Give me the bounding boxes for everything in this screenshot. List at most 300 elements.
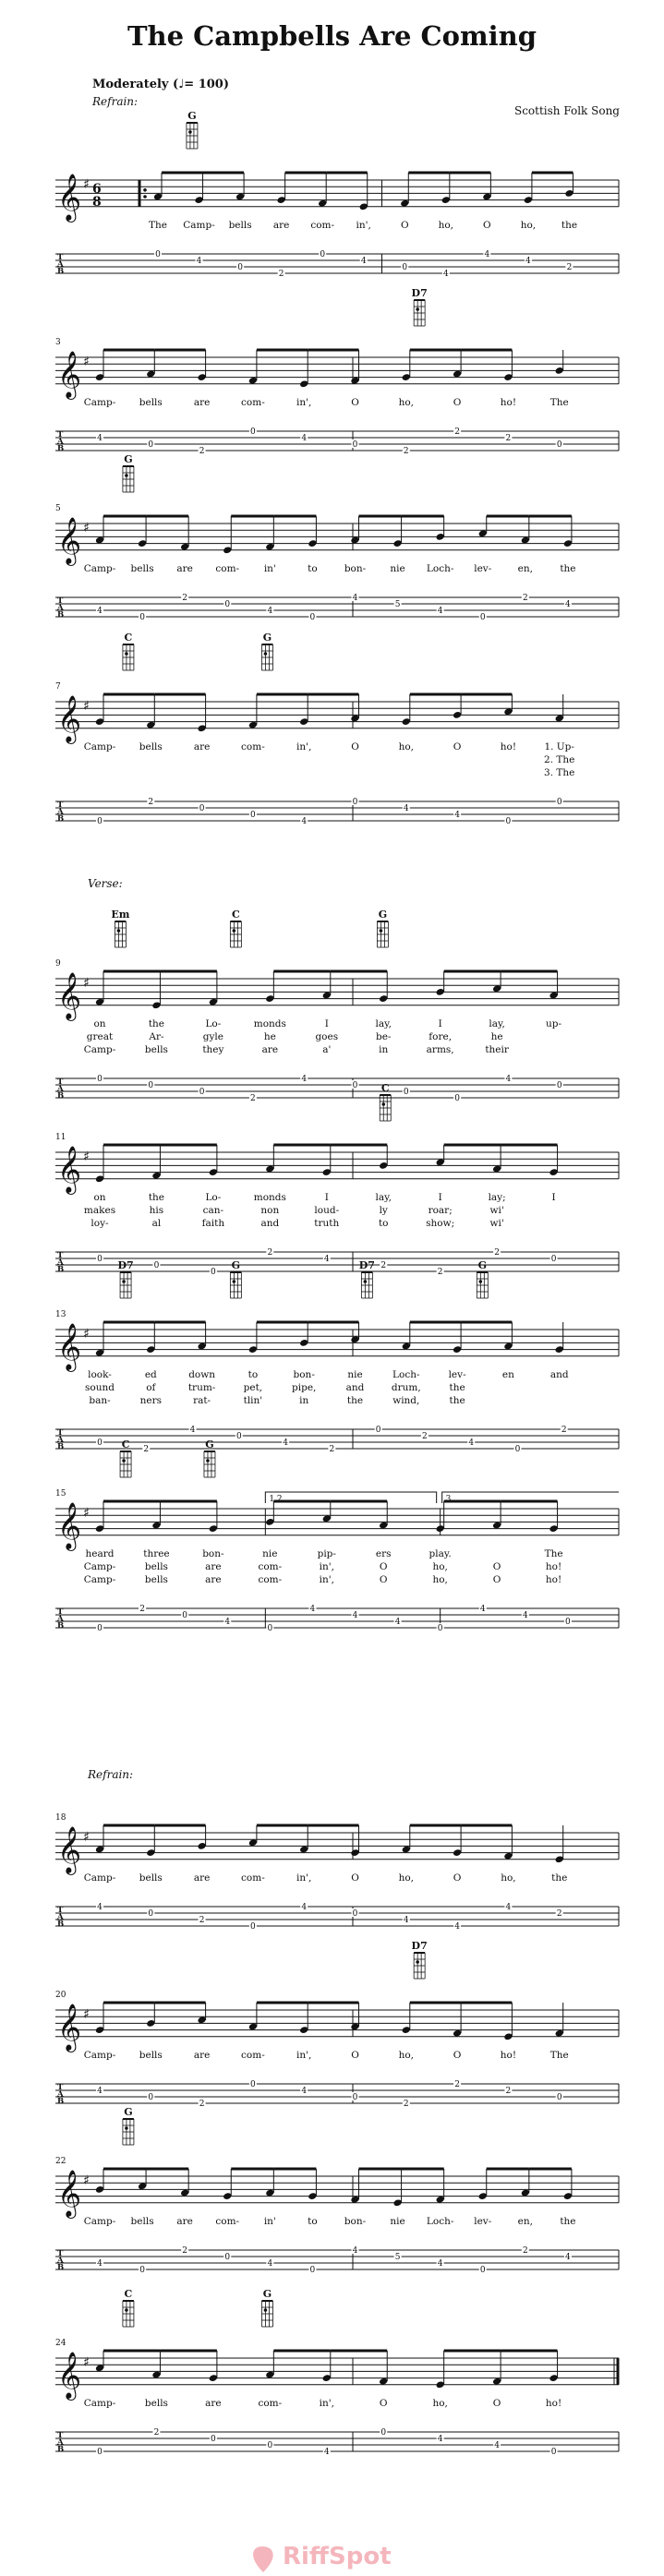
- chord-diagram-icon: [123, 2301, 134, 2327]
- tab-label: A: [57, 2438, 64, 2448]
- tab-label: T: [57, 1077, 64, 1087]
- chord-diagram-icon: [120, 1272, 131, 1298]
- lyric-syllable: the: [560, 2216, 576, 2227]
- tab-label: T: [57, 800, 64, 810]
- tab-fret-number: 0: [148, 1081, 154, 1090]
- tempo-value: = 100: [184, 78, 223, 91]
- measure-number: 24: [55, 2339, 66, 2348]
- lyric-syllable: O: [351, 741, 359, 752]
- tab-label: T: [57, 2249, 64, 2258]
- measure-number: 15: [55, 1489, 66, 1499]
- tab-fret-number: 4: [309, 1605, 316, 1614]
- chord-finger-dot: [264, 2308, 268, 2312]
- sharp-icon: ♯: [83, 1506, 90, 1521]
- lyric-syllable: are: [261, 1044, 279, 1055]
- tab-fret-number: 2: [199, 2100, 205, 2109]
- chord-diagram-icon: [187, 123, 198, 149]
- lyric-syllable: in',: [296, 1872, 312, 1884]
- lyric-syllable: to: [247, 1369, 259, 1380]
- tab-label: A: [57, 2256, 64, 2266]
- tab-fret-number: 4: [565, 2253, 571, 2262]
- lyric-syllable: ban-: [89, 1395, 111, 1406]
- measure-number: 13: [55, 1310, 66, 1319]
- lyric-syllable: Loch-: [426, 2216, 454, 2227]
- sharp-icon: ♯: [83, 521, 90, 536]
- tab-label: B: [57, 1442, 65, 1451]
- tab-fret-number: 4: [196, 257, 202, 266]
- lyric-syllable: bells: [139, 397, 163, 408]
- tab-fret-number: 0: [250, 427, 256, 437]
- lyric-syllable: the: [346, 1395, 364, 1406]
- tab-label: A: [57, 1614, 64, 1624]
- chord-diagram-icon: [115, 921, 126, 947]
- lyric-syllable: nie: [390, 2216, 405, 2227]
- lyric-syllable: nie: [347, 1369, 363, 1380]
- tab-label: A: [57, 1435, 64, 1445]
- measure-number: 18: [55, 1813, 66, 1823]
- chord-finger-dot: [117, 929, 121, 933]
- tab-label: T: [57, 1428, 64, 1438]
- measure-number: 3: [55, 338, 61, 347]
- tab-fret-number: 0: [556, 440, 562, 450]
- lyric-syllable: pipe,: [292, 1382, 317, 1393]
- lyric-syllable: in': [263, 2216, 276, 2227]
- lyric-syllable: down: [188, 1369, 215, 1380]
- tab-fret-number: 0: [352, 440, 358, 450]
- lyric-syllable: in',: [296, 2050, 312, 2061]
- lyric-syllable: lay;: [488, 1192, 506, 1203]
- tab-fret-number: 0: [550, 1255, 557, 1264]
- tab-fret-number: 0: [352, 1909, 358, 1919]
- treble-clef-icon: 𝄞: [57, 1323, 82, 1370]
- lyric-syllable: lay,: [375, 1192, 392, 1203]
- tab-fret-number: 0: [402, 263, 408, 272]
- tab-fret-number: 2: [437, 1268, 443, 1277]
- tab-fret-number: 2: [505, 434, 512, 443]
- tab-fret-number: 4: [301, 2087, 308, 2096]
- tab-fret-number: 2: [250, 1094, 256, 1103]
- lyric-syllable: Loch-: [426, 563, 454, 574]
- measure-number: 11: [55, 1133, 66, 1142]
- tab-fret-number: 0: [235, 1432, 242, 1441]
- tab-fret-number: 0: [139, 613, 145, 622]
- chord-finger-dot: [233, 929, 236, 933]
- tab-label: A: [57, 603, 64, 613]
- lyric-syllable: 3. The: [544, 767, 575, 778]
- tab-fret-number: 2: [522, 2246, 528, 2256]
- tab-label: B: [57, 1091, 65, 1101]
- lyric-syllable: com-: [241, 741, 265, 752]
- tab-fret-number: 0: [224, 600, 231, 609]
- lyric-syllable: com-: [241, 2050, 265, 2061]
- tab-fret-number: 0: [250, 811, 256, 820]
- chord-finger-dot: [380, 929, 383, 933]
- lyric-syllable: Camp-: [83, 1872, 116, 1884]
- lyric-syllable: ho,: [398, 741, 415, 752]
- lyric-syllable: bells: [228, 220, 252, 231]
- chord-finger-dot: [125, 474, 128, 477]
- chord-diagram-icon: [414, 1953, 425, 1979]
- tab-fret-number: 0: [97, 1438, 103, 1448]
- lyric-syllable: O: [492, 1561, 501, 1572]
- lyric-syllable: the: [148, 1192, 165, 1203]
- chord-name: G: [187, 110, 197, 122]
- lyric-syllable: com-: [215, 563, 240, 574]
- tab-label: A: [57, 259, 64, 270]
- chord-name: C: [121, 1438, 130, 1451]
- lyric-syllable: bon-: [344, 563, 367, 574]
- tab-fret-number: 4: [301, 817, 308, 826]
- song-title: The Campbells Are Coming: [127, 20, 537, 52]
- tab-fret-number: 0: [505, 817, 512, 826]
- lyric-syllable: three: [143, 1548, 170, 1559]
- lyric-syllable: pip-: [317, 1548, 336, 1559]
- lyric-syllable: in',: [319, 1574, 334, 1585]
- lyric-syllable: lev-: [474, 2216, 492, 2227]
- tab-fret-number: 4: [352, 2246, 358, 2256]
- tab-label: B: [57, 2263, 65, 2272]
- tab-fret-number: 4: [323, 2448, 330, 2457]
- tab-fret-number: 4: [394, 1618, 401, 1627]
- tab-label: T: [57, 2431, 64, 2440]
- lyric-syllable: are: [176, 563, 193, 574]
- tab-fret-number: 4: [505, 1903, 512, 1912]
- time-signature-top: 6: [92, 182, 102, 197]
- lyric-syllable: O: [379, 1574, 388, 1585]
- lyric-syllable: monds: [253, 1192, 286, 1203]
- chord-name: G: [262, 632, 272, 644]
- chord-name: G: [205, 1438, 214, 1451]
- lyric-syllable: bon-: [202, 1548, 224, 1559]
- lyric-syllable: roar;: [428, 1205, 453, 1216]
- chord-diagram-icon: [377, 921, 388, 947]
- tab-fret-number: 2: [182, 2246, 188, 2256]
- tab-fret-number: 4: [437, 607, 443, 616]
- lyric-syllable: ho!: [500, 397, 517, 408]
- chord-name: G: [231, 1259, 241, 1271]
- lyric-syllable: are: [272, 220, 290, 231]
- lyric-syllable: makes: [83, 1205, 116, 1216]
- lyric-syllable: The: [149, 220, 167, 231]
- tempo-marking: Moderately (♩= 100): [92, 78, 230, 91]
- lyric-syllable: bells: [139, 1872, 163, 1884]
- tab-fret-number: 0: [155, 250, 161, 259]
- tab-label: B: [57, 267, 65, 276]
- chord-finger-dot: [125, 652, 128, 656]
- chord-finger-dot: [125, 2126, 128, 2130]
- lyric-syllable: ho,: [501, 1872, 516, 1884]
- chord-finger-dot: [122, 1459, 126, 1463]
- tab-fret-number: 0: [380, 2428, 387, 2438]
- lyric-syllable: are: [205, 1574, 222, 1585]
- lyric-syllable: are: [193, 741, 211, 752]
- lyric-syllable: I: [324, 1192, 329, 1203]
- tab-label: B: [57, 814, 65, 824]
- lyric-syllable: wi': [489, 1205, 504, 1216]
- repeat-dot: [143, 188, 147, 192]
- lyric-syllable: O: [453, 1872, 462, 1884]
- lyric-syllable: I: [324, 1018, 329, 1029]
- chord-finger-dot: [381, 1102, 385, 1106]
- lyric-syllable: in',: [319, 1561, 334, 1572]
- lyric-syllable: sound: [85, 1382, 115, 1393]
- lyric-syllable: O: [379, 2398, 388, 2409]
- lyric-syllable: trum-: [187, 1382, 216, 1393]
- tab-fret-number: 4: [301, 1903, 308, 1912]
- lyric-syllable: ho,: [398, 2050, 415, 2061]
- lyric-syllable: gyle: [202, 1031, 224, 1042]
- tab-label: A: [57, 1258, 64, 1268]
- tab-fret-number: 4: [403, 1916, 409, 1925]
- lyric-syllable: ho,: [432, 1574, 448, 1585]
- lyric-syllable: Camp-: [83, 2050, 116, 2061]
- tab-fret-number: 4: [267, 607, 273, 616]
- chord-finger-dot: [122, 1280, 126, 1283]
- tab-fret-number: 4: [97, 434, 103, 443]
- lyric-syllable: lev-: [474, 563, 492, 574]
- tempo-text: Moderately: [92, 78, 169, 91]
- lyric-syllable: I: [438, 1192, 442, 1203]
- chord-diagram-icon: [123, 2119, 134, 2145]
- lyric-syllable: bells: [144, 1574, 168, 1585]
- tab-fret-number: 2: [403, 2100, 409, 2109]
- tab-label: A: [57, 807, 64, 817]
- lyric-syllable: com-: [310, 220, 335, 231]
- lyric-syllable: Camp-: [83, 2216, 116, 2227]
- chord-finger-dot: [264, 652, 268, 656]
- treble-clef-icon: 𝄞: [57, 1826, 82, 1873]
- lyric-syllable: com-: [258, 1574, 283, 1585]
- tab-fret-number: 0: [320, 250, 326, 259]
- lyric-syllable: ners: [139, 1395, 162, 1406]
- lyric-syllable: are: [193, 397, 211, 408]
- lyric-syllable: The: [544, 1548, 563, 1559]
- lyric-syllable: The: [549, 397, 569, 408]
- sharp-icon: ♯: [83, 355, 90, 369]
- lyric-syllable: great: [86, 1031, 114, 1042]
- lyric-syllable: Camp-: [83, 1574, 116, 1585]
- tab-label: B: [57, 1265, 65, 1274]
- lyric-syllable: Camp-: [83, 563, 116, 574]
- chord-diagram-icon: [123, 466, 134, 492]
- lyric-syllable: the: [148, 1018, 165, 1029]
- lyric-syllable: ho,: [438, 220, 454, 231]
- lyric-syllable: com-: [215, 2216, 240, 2227]
- tab-fret-number: 0: [182, 1611, 188, 1620]
- lyric-syllable: are: [205, 2398, 222, 2409]
- chord-name: D7: [117, 1259, 134, 1271]
- tab-label: A: [57, 1912, 64, 1922]
- measure-number: 9: [55, 959, 61, 969]
- tab-fret-number: 0: [437, 1624, 443, 1633]
- tab-fret-number: 2: [454, 2080, 460, 2089]
- tab-label: T: [57, 1607, 64, 1617]
- lyric-syllable: faith: [201, 1218, 225, 1229]
- tab-fret-number: 2: [182, 594, 188, 603]
- tab-fret-number: 4: [522, 1611, 528, 1620]
- chord-diagram-icon: [230, 921, 241, 947]
- tab-fret-number: 4: [352, 594, 358, 603]
- lyric-syllable: in',: [356, 220, 371, 231]
- lyric-syllable: ho!: [500, 741, 517, 752]
- lyric-syllable: ho,: [398, 397, 415, 408]
- chord-diagram-icon: [261, 644, 272, 670]
- lyric-syllable: 2. The: [544, 754, 575, 765]
- lyric-syllable: in',: [296, 741, 312, 752]
- lyric-syllable: are: [205, 1561, 222, 1572]
- lyric-syllable: com-: [258, 2398, 283, 2409]
- lyric-syllable: non: [260, 1205, 280, 1216]
- measure-number: 20: [55, 1991, 66, 2000]
- lyric-syllable: bells: [139, 2050, 163, 2061]
- lyric-syllable: look-: [88, 1369, 112, 1380]
- chord-finger-dot: [416, 1960, 419, 1964]
- lyric-syllable: on: [93, 1192, 106, 1203]
- chord-name: D7: [358, 1259, 375, 1271]
- tab-label: T: [57, 430, 64, 439]
- chord-diagram-icon: [230, 1272, 241, 1298]
- lyric-syllable: arms,: [426, 1044, 454, 1055]
- tab-fret-number: 4: [479, 1605, 486, 1614]
- lyric-syllable: in: [299, 1395, 309, 1406]
- sharp-icon: ♯: [83, 2355, 90, 2370]
- chord-diagram-icon: [123, 644, 134, 670]
- tab-fret-number: 0: [153, 1261, 160, 1270]
- tab-fret-number: 0: [309, 613, 316, 622]
- tab-fret-number: 2: [422, 1432, 428, 1441]
- lyric-syllable: Camp-: [83, 1561, 116, 1572]
- tab-fret-number: 2: [561, 1426, 567, 1435]
- lyric-syllable: to: [308, 563, 318, 574]
- chord-finger-dot: [416, 307, 419, 311]
- chord-diagram-icon: [414, 300, 425, 326]
- lyric-syllable: Camp-: [183, 220, 215, 231]
- lyric-syllable: and: [549, 1369, 569, 1380]
- tab-label: B: [57, 610, 65, 620]
- lyric-syllable: ho!: [545, 1574, 562, 1585]
- lyric-syllable: O: [483, 220, 491, 231]
- tab-fret-number: 4: [454, 811, 460, 820]
- lyric-syllable: fore,: [429, 1031, 453, 1042]
- tab-fret-number: 0: [148, 1909, 154, 1919]
- tab-fret-number: 4: [505, 1075, 512, 1084]
- lyric-syllable: the: [561, 220, 578, 231]
- tab-fret-number: 2: [454, 427, 460, 437]
- tab-fret-number: 4: [267, 2259, 273, 2269]
- tab-fret-number: 4: [97, 2259, 103, 2269]
- tab-label: A: [57, 2089, 64, 2100]
- tab-fret-number: 4: [301, 434, 308, 443]
- tab-fret-number: 0: [148, 2093, 154, 2102]
- chord-finger-dot: [233, 1280, 236, 1283]
- lyric-syllable: he: [490, 1031, 503, 1042]
- lyric-syllable: ers: [375, 1548, 392, 1559]
- chord-name: Em: [111, 909, 130, 921]
- tab-fret-number: 0: [565, 1618, 571, 1627]
- lyric-syllable: com-: [241, 397, 265, 408]
- sharp-icon: ♯: [83, 2007, 90, 2022]
- tab-label: T: [57, 1906, 64, 1915]
- lyric-syllable: I: [438, 1018, 442, 1029]
- lyric-syllable: O: [492, 2398, 501, 2409]
- lyric-syllable: nie: [390, 563, 405, 574]
- section-label-verse: Verse:: [88, 877, 123, 890]
- chord-finger-dot: [125, 2308, 128, 2312]
- volta-label: 1.2.: [269, 1495, 285, 1504]
- chord-name: G: [124, 453, 133, 465]
- lyric-syllable: Ar-: [149, 1031, 164, 1042]
- treble-clef-icon: 𝄞: [57, 517, 82, 564]
- lyric-syllable: drum,: [391, 1382, 421, 1393]
- chord-name: C: [124, 632, 133, 644]
- lyric-syllable: en: [501, 1369, 514, 1380]
- lyric-syllable: goes: [315, 1031, 339, 1042]
- tab-fret-number: 4: [301, 1075, 308, 1084]
- tab-fret-number: 2: [380, 1261, 387, 1270]
- tab-fret-number: 4: [565, 600, 571, 609]
- lyric-syllable: the: [560, 563, 576, 574]
- lyric-syllable: be-: [375, 1031, 392, 1042]
- lyric-syllable: Camp-: [83, 1044, 116, 1055]
- tab-fret-number: 4: [97, 1903, 103, 1912]
- lyric-syllable: Camp-: [83, 741, 116, 752]
- tab-fret-number: 4: [525, 257, 531, 266]
- tab-fret-number: 2: [403, 447, 409, 456]
- tab-fret-number: 0: [148, 440, 154, 450]
- lyric-syllable: ho!: [500, 2050, 517, 2061]
- tab-fret-number: 4: [189, 1426, 196, 1435]
- section-label-refrain: Refrain:: [92, 95, 139, 108]
- tab-fret-number: 0: [97, 817, 103, 826]
- chord-name: G: [477, 1259, 488, 1271]
- lyric-syllable: loy-: [91, 1218, 109, 1229]
- lyric-syllable: O: [351, 1872, 359, 1884]
- chord-diagram-icon: [204, 1451, 215, 1477]
- chord-finger-dot: [206, 1459, 210, 1463]
- lyric-syllable: bells: [144, 1561, 168, 1572]
- lyric-syllable: com-: [241, 1872, 265, 1884]
- tab-fret-number: 0: [199, 804, 205, 813]
- lyric-syllable: are: [193, 2050, 211, 2061]
- lyric-syllable: he: [263, 1031, 276, 1042]
- lyric-syllable: on: [93, 1018, 106, 1029]
- lyric-syllable: Camp-: [83, 397, 116, 408]
- lyric-syllable: rat-: [193, 1395, 211, 1406]
- lyric-syllable: en,: [517, 563, 533, 574]
- lyric-syllable: monds: [253, 1018, 286, 1029]
- tab-fret-number: 4: [97, 2087, 103, 2096]
- lyric-syllable: I: [551, 1192, 556, 1203]
- tab-fret-number: 0: [237, 263, 243, 272]
- riffspot-logo: [249, 2541, 416, 2574]
- lyric-syllable: play.: [429, 1548, 452, 1559]
- tab-fret-number: 0: [250, 1922, 256, 1932]
- chord-name: G: [378, 909, 388, 921]
- lyric-syllable: O: [379, 1561, 388, 1572]
- chord-diagram-icon: [380, 1095, 391, 1121]
- tab-fret-number: 0: [250, 2080, 256, 2089]
- tab-fret-number: 0: [556, 798, 562, 807]
- tab-fret-number: 0: [211, 2435, 216, 2444]
- tab-fret-number: 5: [394, 600, 401, 609]
- lyric-syllable: they: [202, 1044, 224, 1055]
- lyric-syllable: com-: [258, 1561, 283, 1572]
- tab-label: A: [57, 437, 64, 447]
- lyric-syllable: his: [149, 1205, 164, 1216]
- lyric-syllable: ho,: [432, 2398, 448, 2409]
- lyric-syllable: ho,: [398, 1872, 415, 1884]
- tab-fret-number: 0: [352, 2093, 358, 2102]
